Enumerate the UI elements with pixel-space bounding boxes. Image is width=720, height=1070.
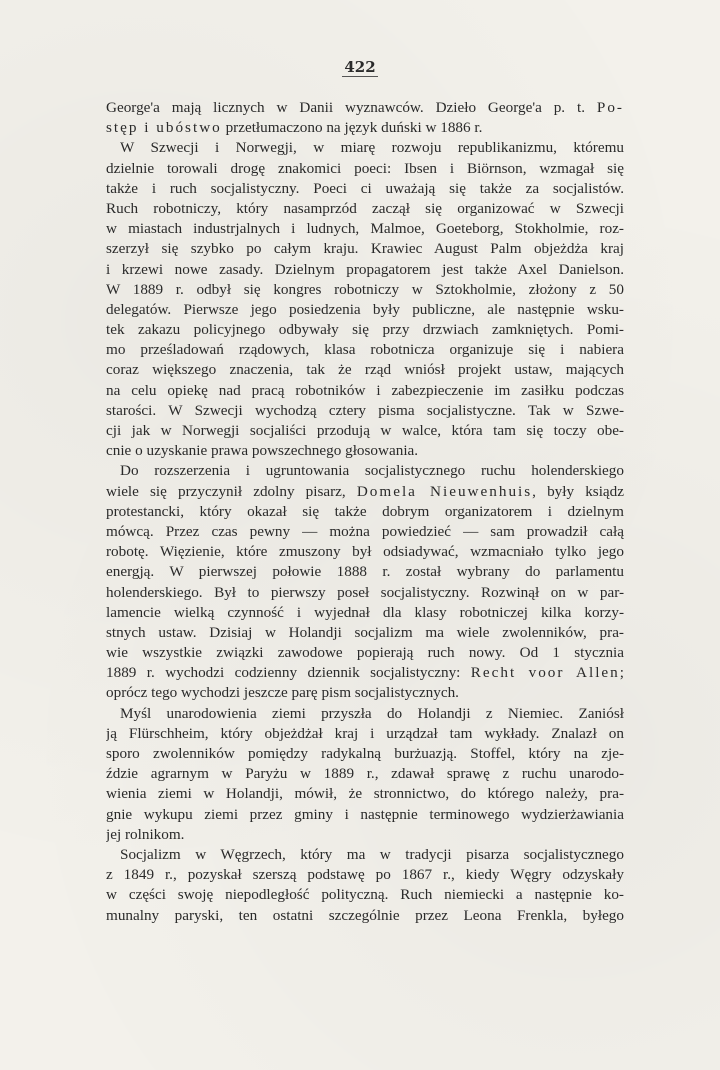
text-line [106, 300, 624, 320]
text-fragment: cnie o uzyskanie prawa powszechnego głosowania. [106, 442, 419, 460]
text-fragment: tek zakazu policyjnego odbywały się przy drzwiach zamkniętych. Pomi- [106, 321, 624, 339]
text-fragment: Myśl unarodowienia ziemi przyszła do Holandji z Niemiec. Zaniósł [120, 704, 624, 722]
text-fragment: holenderskiego. Był to pierwszy poseł socjalistyczny. Rozwinął on w par- [106, 583, 624, 601]
text-line [106, 865, 624, 885]
text-line [106, 502, 624, 522]
text-fragment: jej rolnikom. [106, 825, 185, 843]
text-line [106, 562, 624, 582]
text-fragment: coraz większego znaczenia, tak że rząd wniósł projekt ustaw, mających [106, 361, 624, 379]
text-fragment: wiele się przyczynił zdolny pisarz, [106, 482, 357, 500]
text-line [106, 219, 624, 239]
text-fragment: Ruch robotniczy, który nasamprzód zaczął się organizować w Szwecji [106, 199, 624, 217]
text-fragment: mo prześladowań rządowych, klasa robotnicza organizuje się i nabiera [106, 341, 624, 359]
text-fragment: robotę. Więzienie, które zmuszony był odsiadywać, wzmacniało tylko jego [106, 543, 624, 561]
text-line [106, 340, 624, 360]
text-fragment: ździe agrarnym w Paryżu w 1889 r., zdawał sprawę z ruchu unarodo- [106, 765, 624, 783]
text-fragment: w części swoję niepodległość polityczną. Ruch niemiecki a następnie ko- [106, 886, 624, 904]
text-fragment: i krzewi nowe zasady. Dzielnym propagatorem jest także Axel Danielson. [106, 260, 624, 278]
text-fragment: starości. W Szwecji wychodzą cztery pisma socjalistyczne. Tak w Szwe- [106, 401, 624, 419]
text-fragment: W 1889 r. odbył się kongres robotniczy w Sztokholmie, złożony z 50 [106, 280, 624, 298]
text-line [106, 118, 624, 138]
text-fragment: oprócz tego wychodzi jeszcze parę pism socjalistycznych. [106, 684, 459, 702]
text-fragment: wie wszystkie związki zawodowe popierają ruch nowy. Od 1 stycznia [106, 644, 624, 662]
text-fragment: energją. W pierwszej połowie 1888 r. został wybrany do parlamentu [106, 563, 624, 581]
text-fragment: Socjalizm w Węgrzech, który ma w tradycji pisarza socjalistycznego [120, 845, 624, 863]
text-fragment: George'a mają licznych w Danii wyznawców. Dzieło George'a p. t. [106, 99, 597, 116]
text-line [106, 542, 624, 562]
text-line [106, 744, 624, 764]
text-fragment: dzielnie torowali drogę znakomici poeci: Ibsen i Biörnson, wzmagał się [106, 159, 624, 177]
emphasized-text: Po- [596, 99, 624, 116]
text-line [106, 885, 624, 905]
text-line [106, 401, 624, 421]
text-line [106, 441, 624, 461]
emphasized-text: Domela Nieuwenhuis [356, 482, 533, 500]
text-line [106, 825, 624, 845]
text-fragment: z 1849 r., pozyskał szerszą podstawę po 1867 r., kiedy Węgry odzyskały [106, 866, 624, 884]
text-line [106, 360, 624, 380]
text-fragment: Do rozszerzenia i ugruntowania socjalistycznego ruchu holenderskiego [120, 462, 624, 480]
text-fragment: 1889 r. wychodzi codzienny dziennik socjalistyczny: [106, 664, 471, 682]
text-line [106, 421, 624, 441]
text-fragment: mówcą. Przez czas pewny — można powiedzieć — sam prowadził całą [106, 522, 624, 540]
text-line [106, 239, 624, 259]
text-line [106, 704, 624, 724]
text-fragment: , były ksiądz [532, 482, 624, 500]
text-line [106, 98, 624, 118]
text-fragment: ją Flürschheim, który objeżdżał kraj i urządzał tam wykłady. Znalazł on [106, 724, 624, 742]
text-line [106, 260, 624, 280]
page-number: 422 [344, 58, 376, 76]
text-line [106, 482, 624, 502]
text-fragment: W Szwecji i Norwegji, w miarę rozwoju republikanizmu, któremu [120, 139, 624, 157]
text-fragment: munalny paryski, ten ostatni szczególnie przez Leona Frenkla, byłego [106, 906, 624, 924]
text-line [106, 643, 624, 663]
text-line [106, 784, 624, 804]
text-fragment: protestancki, który okazał się także dobrym organizatorem i dzielnym [106, 502, 624, 520]
text-fragment: delegatów. Pierwsze jego posiedzenia były publiczne, ale następnie wsku- [106, 300, 624, 318]
text-line [106, 764, 624, 784]
text-line [106, 138, 624, 158]
emphasized-text: stęp i ubóstwo [106, 119, 222, 137]
text-fragment: na celu opiekę nad pracą robotników i zabezpieczenie im zasiłku podczas [106, 381, 624, 399]
text-line [106, 381, 624, 401]
text-line [106, 845, 624, 865]
body-text [106, 98, 624, 926]
text-line [106, 663, 624, 683]
text-fragment: wienia ziemi w Holandji, mówił, że stronnictwo, do którego należy, pra- [106, 785, 624, 803]
text-fragment: cji jak w Norwegji socjaliści przodują w walce, która tam się toczy obe- [106, 422, 624, 439]
text-fragment: sporo zwolenników pomiędzy radykalną burżuazją. Stoffel, który na zje- [106, 745, 624, 762]
text-fragment: lamencie wielką czynność i wyjednał dla klasy robotniczej kilka korzy- [106, 603, 624, 621]
text-fragment: szerzył się szybko po całym kraju. Krawiec August Palm objeżdża kraj [106, 240, 624, 258]
text-line [106, 320, 624, 340]
text-fragment: także i ruch socjalistyczny. Poeci ci uważają się także za socjalistów. [106, 179, 624, 197]
text-line [106, 280, 624, 300]
text-line [106, 522, 624, 542]
text-fragment: stnych ustaw. Dzisiaj w Holandji socjalizm ma wiele zwolenników, pra- [106, 623, 624, 641]
text-line [106, 623, 624, 643]
text-line [106, 159, 624, 179]
text-line [106, 583, 624, 603]
text-fragment: gnie wykupu ziemi przez gminy i następnie terminowego wydzierżawiania [106, 805, 624, 823]
emphasized-text: Recht voor Allen [470, 664, 620, 682]
text-fragment: w miastach industrjalnych i ludnych, Malmoe, Goeteborg, Stokholmie, roz- [106, 220, 624, 238]
text-line [106, 724, 624, 744]
text-line [106, 199, 624, 219]
text-line [106, 683, 624, 703]
text-line [106, 603, 624, 623]
text-fragment: ; [619, 664, 624, 682]
text-line [106, 461, 624, 481]
text-line [106, 906, 624, 926]
text-fragment: przetłumaczono na język duński w 1886 r. [221, 119, 483, 137]
text-line [106, 805, 624, 825]
text-line [106, 179, 624, 199]
